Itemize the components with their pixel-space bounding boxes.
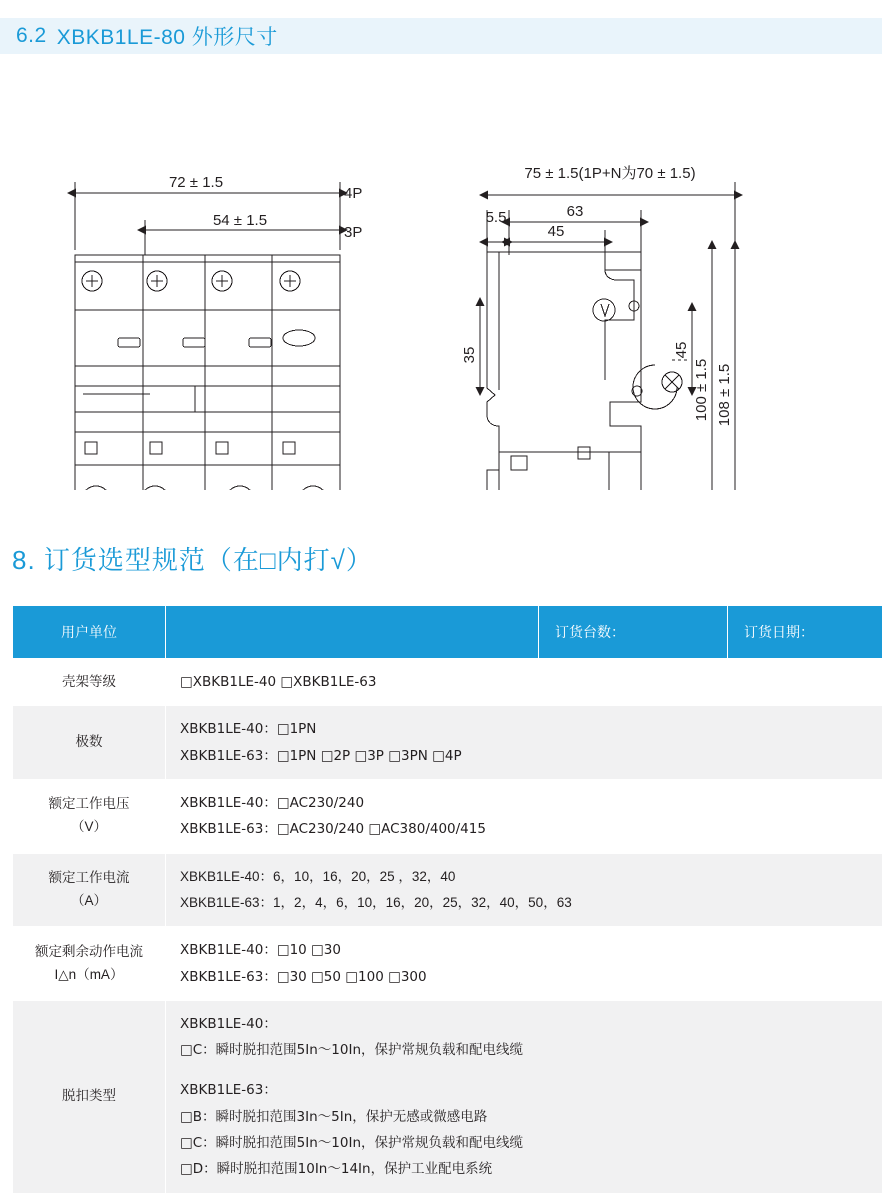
row-label: 极数 bbox=[13, 706, 166, 780]
row-label bbox=[13, 927, 166, 1001]
row-label-line1: 额定工作电流 bbox=[17, 867, 161, 890]
label-4p: 4P bbox=[344, 185, 362, 202]
label-3p: 3P bbox=[344, 224, 362, 241]
dim-side-100: 100 ± 1.5 bbox=[693, 359, 710, 421]
row-value-line: □XBKB1LE-40 □XBKB1LE-63 bbox=[180, 669, 882, 695]
row-value-line: □D：瞬时脱扣范围10In～14In，保护工业配电系统 bbox=[180, 1156, 882, 1182]
table-header-row bbox=[13, 606, 882, 659]
row-value bbox=[166, 1000, 882, 1193]
row-value-line: XBKB1LE-40：6，10，16，20，25 ，32，40 bbox=[180, 864, 882, 890]
row-label-line1: 额定剩余动作电流 bbox=[17, 941, 161, 964]
row-value-spacer bbox=[180, 1063, 882, 1077]
row-value-line: XBKB1LE-63：□30 □50 □100 □300 bbox=[180, 964, 882, 990]
row-label-line1: 额定工作电压 bbox=[17, 793, 161, 816]
row-label bbox=[13, 853, 166, 927]
row-value-line: XBKB1LE-63：□AC230/240 □AC380/400/415 bbox=[180, 816, 882, 842]
header-order-qty: 订货台数： bbox=[539, 606, 728, 659]
row-value-line: □C：瞬时脱扣范围5In～10In，保护常规负载和配电线缆 bbox=[180, 1130, 882, 1156]
order-spec-heading: 8. 订货选型规范（在□内打√） bbox=[12, 540, 373, 577]
dim-side-108: 108 ± 1.5 bbox=[716, 364, 733, 426]
row-value-line: XBKB1LE-63： bbox=[180, 1077, 882, 1103]
row-value-line: XBKB1LE-40：□10 □30 bbox=[180, 937, 882, 963]
dim-side-63: 63 bbox=[567, 203, 584, 220]
row-value bbox=[166, 853, 882, 927]
table-row bbox=[13, 706, 882, 780]
row-value bbox=[166, 779, 882, 853]
row-value-line: □B：瞬时脱扣范围3In～5In，保护无感或微感电路 bbox=[180, 1104, 882, 1130]
row-label: 壳架等级 bbox=[13, 659, 166, 706]
table-row bbox=[13, 853, 882, 927]
row-label-line2: （V） bbox=[17, 816, 161, 839]
header-user-unit: 用户单位 bbox=[13, 606, 166, 659]
row-value-line: □C：瞬时脱扣范围5In～10In，保护常规负载和配电线缆 bbox=[180, 1037, 882, 1063]
dim-front-72: 72 ± 1.5 bbox=[169, 174, 223, 191]
row-value-line: XBKB1LE-63：1，2，4，6，10，16，20，25，32，40，50，63 bbox=[180, 890, 882, 916]
section-title: XBKB1LE-80 外形尺寸 bbox=[57, 21, 278, 51]
dimension-drawing bbox=[0, 70, 882, 490]
dim-side-5-5: 5.5 bbox=[486, 209, 507, 226]
dim-side-75: 75 ± 1.5(1P+N为70 ± 1.5) bbox=[524, 165, 695, 182]
row-value-line: XBKB1LE-40： bbox=[180, 1011, 882, 1037]
row-value-line: XBKB1LE-63：□1PN □2P □3P □3PN □4P bbox=[180, 743, 882, 769]
row-value-line: XBKB1LE-40：□AC230/240 bbox=[180, 790, 882, 816]
dim-side-35: 35 bbox=[461, 347, 478, 364]
table-row bbox=[13, 779, 882, 853]
dim-side-45-top: 45 bbox=[548, 223, 565, 240]
order-spec-table bbox=[12, 605, 882, 1194]
table-row bbox=[13, 659, 882, 706]
row-value-line: XBKB1LE-40：□1PN bbox=[180, 716, 882, 742]
header-blank bbox=[166, 606, 539, 659]
table-row bbox=[13, 1000, 882, 1193]
table-row bbox=[13, 927, 882, 1001]
row-value bbox=[166, 659, 882, 706]
section-number: 6.2 bbox=[16, 24, 47, 48]
dim-front-54: 54 ± 1.5 bbox=[213, 212, 267, 229]
row-value bbox=[166, 706, 882, 780]
section-header-bar bbox=[0, 18, 882, 54]
row-value bbox=[166, 927, 882, 1001]
dim-side-45-right: 45 bbox=[673, 342, 690, 359]
header-order-date: 订货日期： bbox=[728, 606, 882, 659]
row-label-line2: I△n（mA） bbox=[17, 964, 161, 987]
row-label-line2: （A） bbox=[17, 890, 161, 913]
row-label: 脱扣类型 bbox=[13, 1000, 166, 1193]
row-label bbox=[13, 779, 166, 853]
